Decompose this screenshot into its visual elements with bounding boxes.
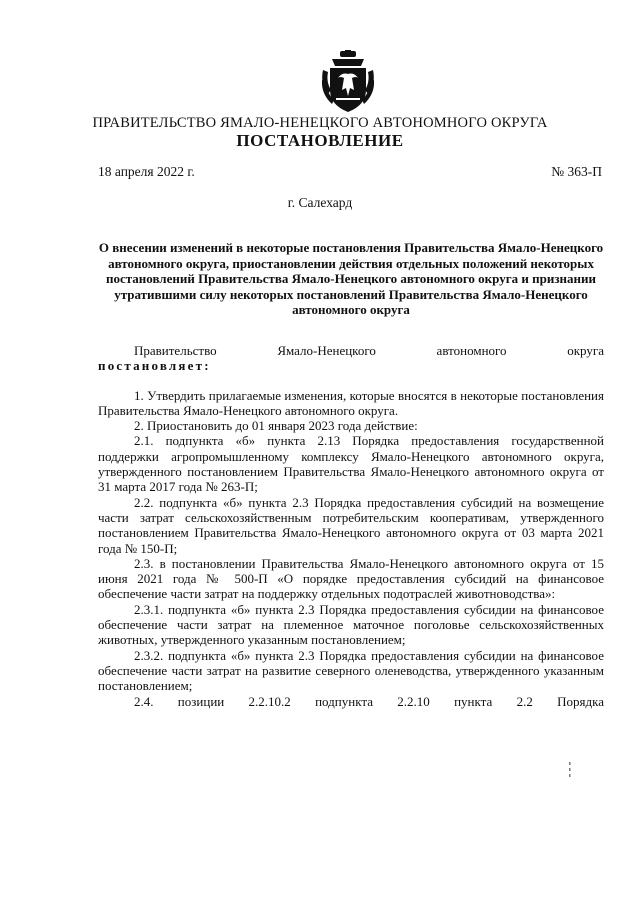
document-title: О внесении изменений в некоторые постановления Правительства Ямало-Ненецкого автономного округа, приостановлении действия отдельных положений некоторых постановлений Правительства Ямало-Ненецкого автономного округа и признании утратившими силу некоторых постановлений Правительства Ямало-Ненецкого автономного округа xyxy=(98,240,604,318)
document-number: № 363-П xyxy=(551,164,602,179)
coat-of-arms-icon xyxy=(318,50,378,114)
paragraph-2-3-2: 2.3.2. подпункта «б» пункта 2.3 Порядка предоставления субсидии на финансовое обеспечение части затрат на развитие северного оленеводства, утвержденного указанным постановлением; xyxy=(98,647,604,694)
government-name: ПРАВИТЕЛЬСТВО ЯМАЛО-НЕНЕЦКОГО АВТОНОМНОГО ОКРУГА xyxy=(92,115,548,131)
paragraph-2-4: 2.4. позиции 2.2.10.2 подпункта 2.2.10 пункта 2.2 Порядка xyxy=(134,693,604,709)
paragraph-2-3-1: 2.3.1. подпункта «б» пункта 2.3 Порядка предоставления субсидии на финансовое обеспечение части затрат на племенное маточное поголовье сельскохозяйственных животных, утвержденного указанным постановлением; xyxy=(98,601,604,648)
preamble-line: Правительство Ямало-Ненецкого автономного округа xyxy=(134,343,604,358)
preamble-resolves: постановляет: xyxy=(98,358,211,374)
document-date: 18 апреля 2022 г. xyxy=(98,164,195,179)
margin-mark xyxy=(569,762,571,778)
paragraph-2: 2. Приостановить до 01 января 2023 года действие: xyxy=(134,418,418,434)
document-body xyxy=(98,343,604,709)
paragraph-2-1: 2.1. подпункта «б» пункта 2.13 Порядка предоставления государственной поддержки агропромышленному комплексу Ямало-Ненецкого автономного округа, утвержденного постановлением Правительства Ямало-Ненецкого автономного округа от 31 марта 2017 года № 263-П; xyxy=(98,433,604,495)
document-type: ПОСТАНОВЛЕНИЕ xyxy=(236,131,404,150)
paragraph-1: 1. Утвердить прилагаемые изменения, которые вносятся в некоторые постановления Правительства Ямало-Ненецкого автономного округа. xyxy=(98,387,604,418)
document-city: г. Салехард xyxy=(287,195,353,210)
paragraph-2-3: 2.3. в постановлении Правительства Ямало-Ненецкого автономного округа от 15 июня 2021 года № 500-П «О порядке предоставления субсидий на финансовое обеспечение части затрат на поддержку отдельных подотраслей животноводства»: xyxy=(98,555,604,602)
paragraph-2-2: 2.2. подпункта «б» пункта 2.3 Порядка предоставления субсидий на возмещение части затрат сельскохозяйственным потребительским кооперативам, утвержденного постановлением Правительства Ямало-Ненецкого автономного округа от 03 марта 2021 года № 150-П; xyxy=(98,494,604,556)
